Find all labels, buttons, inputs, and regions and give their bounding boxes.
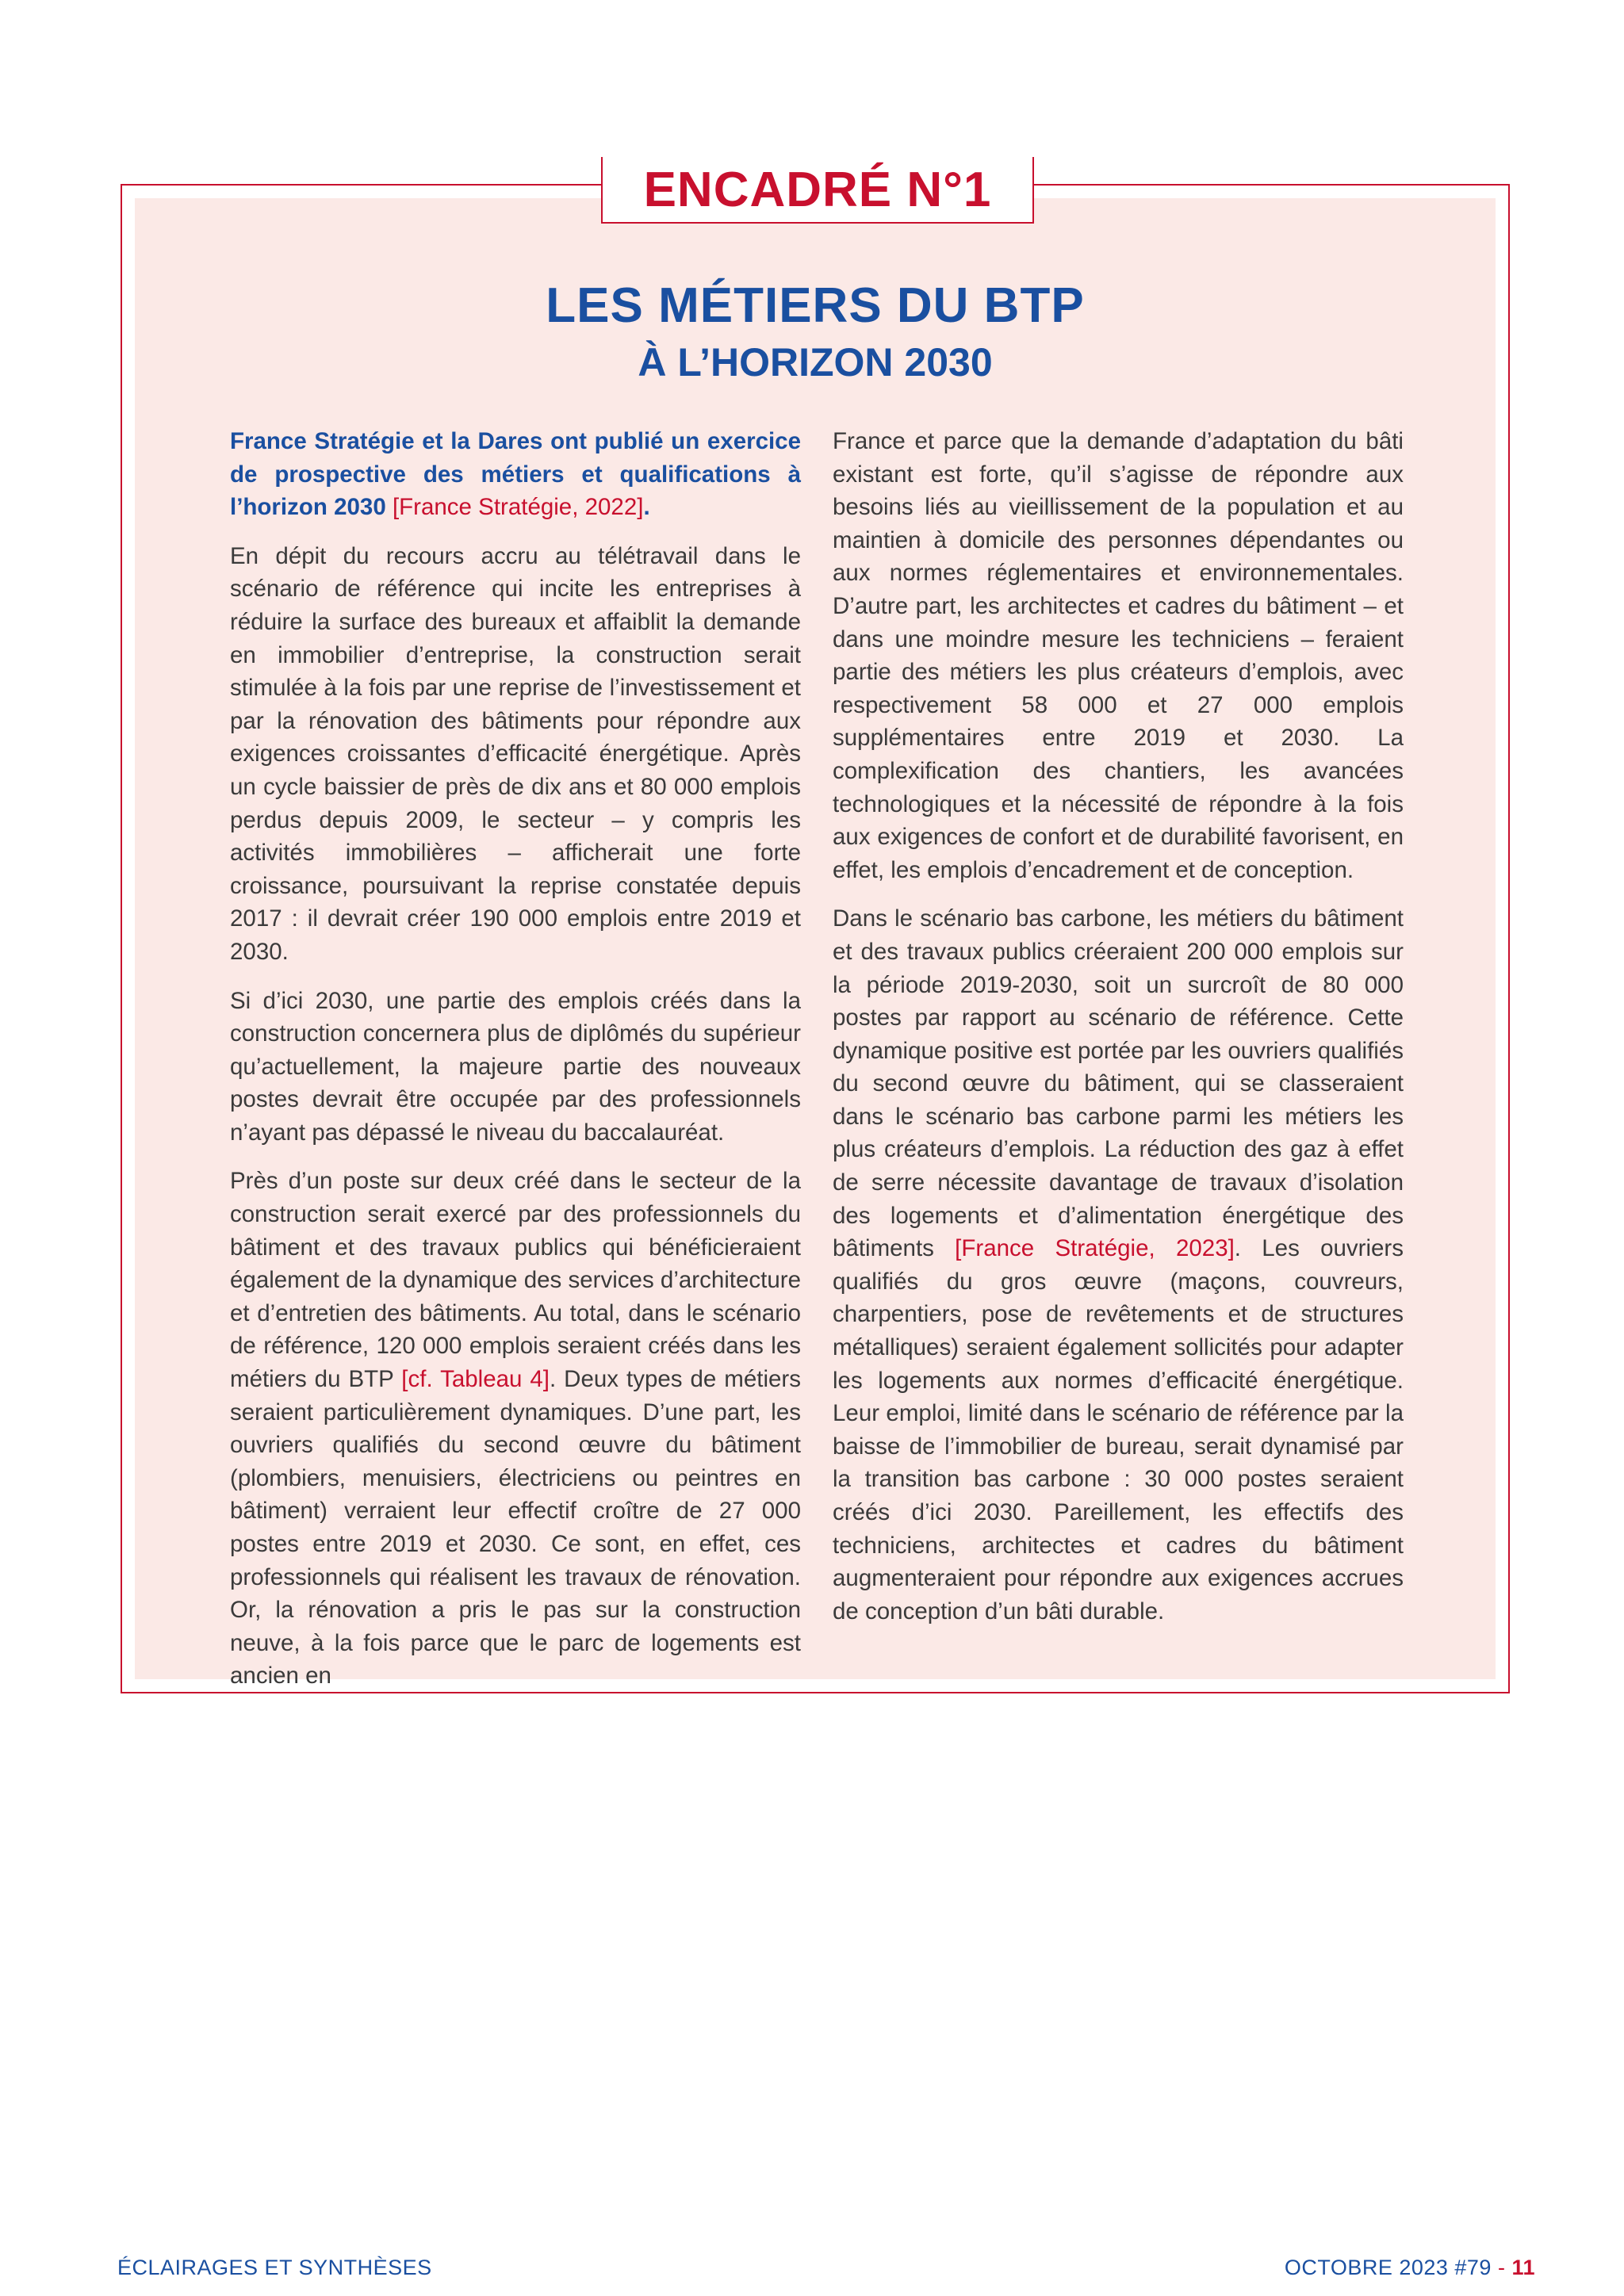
lead-reference: [France Stratégie, 2022] bbox=[392, 494, 644, 521]
page-number: 11 bbox=[1511, 2256, 1535, 2279]
box-title: LES MÉTIERS DU BTP bbox=[546, 278, 1085, 333]
paragraph-5-start: Dans le scénario bas carbone, les métiers du bâtiment et des travaux publics créeraient 200 000 emplois sur la période 2019-2030, soit un surcroît de 80 000 postes par rapport au scénario de référence. Cette dynamique positive est portée par les ouvriers qualifiés du second œuvre du bâtiment, qui se classeraient dans le scénario bas carbone parmi les métiers les plus créateurs d’emplois. La réduction des gaz à effet de serre nécessite davantage de travaux d’isolation des logements et d’alimentation énergétique des bâtiments bbox=[833, 905, 1404, 1262]
publication-name: ÉCLAIRAGES ET SYNTHÈSES bbox=[117, 2256, 432, 2279]
paragraph-3-start: Près d’un poste sur deux créé dans le secteur de la construction serait exercé par des professionnels du bâtiment et des travaux publics qui bénéficieraient également de la dynamique des services d’architecture et d’entretien des bâtiments. Au total, dans le scénario de référence, 120 000 emplois seraient créés dans les métiers du BTP bbox=[230, 1168, 801, 1393]
box-subtitle: À L’HORIZON 2030 bbox=[638, 340, 993, 385]
left-column bbox=[230, 425, 801, 1709]
paragraph-3 bbox=[230, 1165, 801, 1693]
paragraph-3-end: . Deux types de métiers seraient particulièrement dynamiques. D’une part, les ouvriers qualifiés du second œuvre du bâtiment (plombiers, menuisiers, électriciens ou peintres en bâtiment) verraient leur effectif croître de 27 000 postes entre 2019 et 2030. Ce sont, en effet, ces professionnels qui réalisent les travaux de rénovation. Or, la rénovation a pris le pas sur la construction neuve, à la fois parce que le parc de logements est ancien en bbox=[230, 1366, 801, 1689]
lead-paragraph bbox=[230, 425, 801, 524]
tableau-reference: [cf. Tableau 4] bbox=[401, 1366, 550, 1393]
paragraph-4: France et parce que la demande d’adaptation du bâti existant est forte, qu’il s’agisse de répondre aux besoins liés au vieillissement de la population et au maintien à domicile des personnes dépendantes ou aux normes réglementaires et environnementales. D’autre part, les architectes et cadres du bâtiment – et dans une moindre mesure les techniciens – feraient partie des métiers les plus créateurs d’emplois, avec respectivement 58 000 et 27 000 emplois supplémentaires entre 2019 et 2030. La complexification des chantiers, les avancées technologiques et la nécessité de répondre à la fois aux exigences de confort et de durabilité favorisent, en effet, les emplois d’encadrement et de conception. bbox=[833, 428, 1404, 883]
lead-period: . bbox=[643, 494, 650, 521]
page-footer bbox=[1285, 2256, 1535, 2280]
paragraph-2: Si d’ici 2030, une partie des emplois créés dans la construction concernera plus de diplômés du supérieur qu’actuellement, la majeure partie des nouveaux postes devrait être occupée par des professionnels n’ayant pas dépassé le niveau du baccalauréat. bbox=[230, 987, 801, 1146]
paragraph-1: En dépit du recours accru au télétravail dans le scénario de référence qui incite les entreprises à réduire la surface des bureaux et affaiblit la demande en immobilier d’entreprise, la construction serait stimulée à la fois par une reprise de l’investissement et par la rénovation des bâtiments pour répondre aux exigences croissantes d’efficacité énergétique. Après un cycle baissier de près de dix ans et 80 000 emplois perdus depuis 2009, le secteur – y compris les activités immobilières – afficherait une forte croissance, poursuivant la reprise constatée depuis 2017 : il devrait créer 190 000 emplois entre 2019 et 2030. bbox=[230, 542, 801, 965]
right-column bbox=[833, 425, 1404, 1644]
encadre-label: ENCADRÉ N°1 bbox=[643, 162, 992, 217]
paragraph-5-end: . Les ouvriers qualifiés du gros œuvre (maçons, couvreurs, charpentiers, pose de revêtements et de structures métalliques) seraient également sollicités pour adapter les logements aux normes d’efficacité énergétique. Leur emploi, limité dans le scénario de référence par la baisse de l’immobilier de bureau, serait dynamisé par la transition bas carbone : 30 000 postes seraient créés d’ici 2030. Pareillement, les effectifs des techniciens, architectes et cadres du bâtiment augmenteraient pour répondre aux exigences accrues de conception d’un bâti durable. bbox=[833, 1235, 1404, 1624]
encadre-tab bbox=[601, 157, 1034, 224]
footer-separator: - bbox=[1491, 2256, 1512, 2279]
france-strategie-reference: [France Stratégie, 2023] bbox=[955, 1235, 1235, 1262]
lead-text: France Stratégie et la Dares ont publié un exercice de prospective des métiers et qualifications à l’horizon 2030 bbox=[230, 428, 801, 521]
paragraph-5 bbox=[833, 902, 1404, 1628]
issue-label: OCTOBRE 2023 #79 bbox=[1284, 2256, 1492, 2279]
